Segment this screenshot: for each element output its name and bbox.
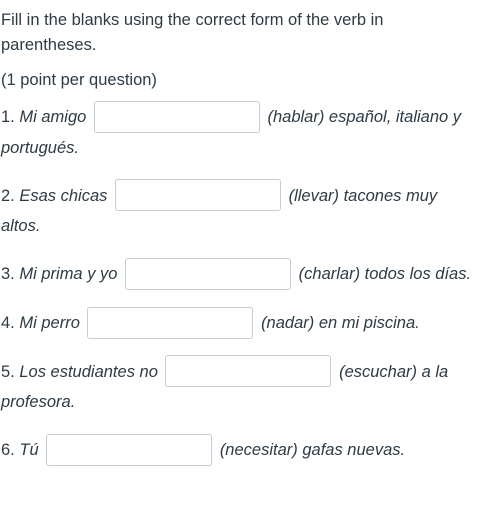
question-hint: (llevar) tacones muy altos. — [1, 186, 438, 236]
question-prompt: Mi prima y yo — [19, 265, 118, 284]
question-number: 2. — [1, 186, 15, 205]
points-note: (1 point per question) — [1, 71, 157, 89]
question-number: 4. — [1, 313, 15, 332]
question-hint: (necesitar) gafas nuevas. — [219, 441, 406, 460]
question-6 — [1, 435, 473, 466]
question-prompt: Los estudiantes no — [19, 362, 158, 381]
question-5 — [1, 357, 473, 418]
answer-input-2[interactable] — [115, 179, 281, 211]
question-number: 1. — [1, 108, 15, 126]
question-prompt: Esas chicas — [19, 186, 108, 205]
answer-input-4[interactable] — [87, 307, 253, 339]
question-hint: (charlar) todos los días. — [298, 265, 472, 284]
question-hint: (nadar) en mi piscina. — [261, 313, 420, 332]
answer-input-5[interactable] — [165, 355, 331, 387]
question-prompt: Mi amigo — [19, 108, 87, 126]
question-1 — [1, 102, 473, 163]
question-number: 6. — [1, 441, 15, 460]
question-prompt: Mi perro — [19, 313, 80, 332]
instructions-text: Fill in the blanks using the correct form of the verb in parentheses. — [1, 11, 384, 54]
answer-input-1[interactable] — [94, 101, 260, 133]
question-prompt: Tú — [19, 441, 39, 460]
question-number: 3. — [1, 265, 15, 284]
question-2 — [1, 181, 473, 242]
question-3 — [1, 259, 473, 290]
question-hint: (escuchar) a la profesora. — [1, 362, 449, 412]
question-number: 5. — [1, 362, 15, 381]
question-hint: (hablar) español, italiano y portugués. — [1, 108, 462, 157]
answer-input-3[interactable] — [125, 258, 291, 290]
answer-input-6[interactable] — [46, 434, 212, 466]
question-4 — [1, 308, 473, 339]
